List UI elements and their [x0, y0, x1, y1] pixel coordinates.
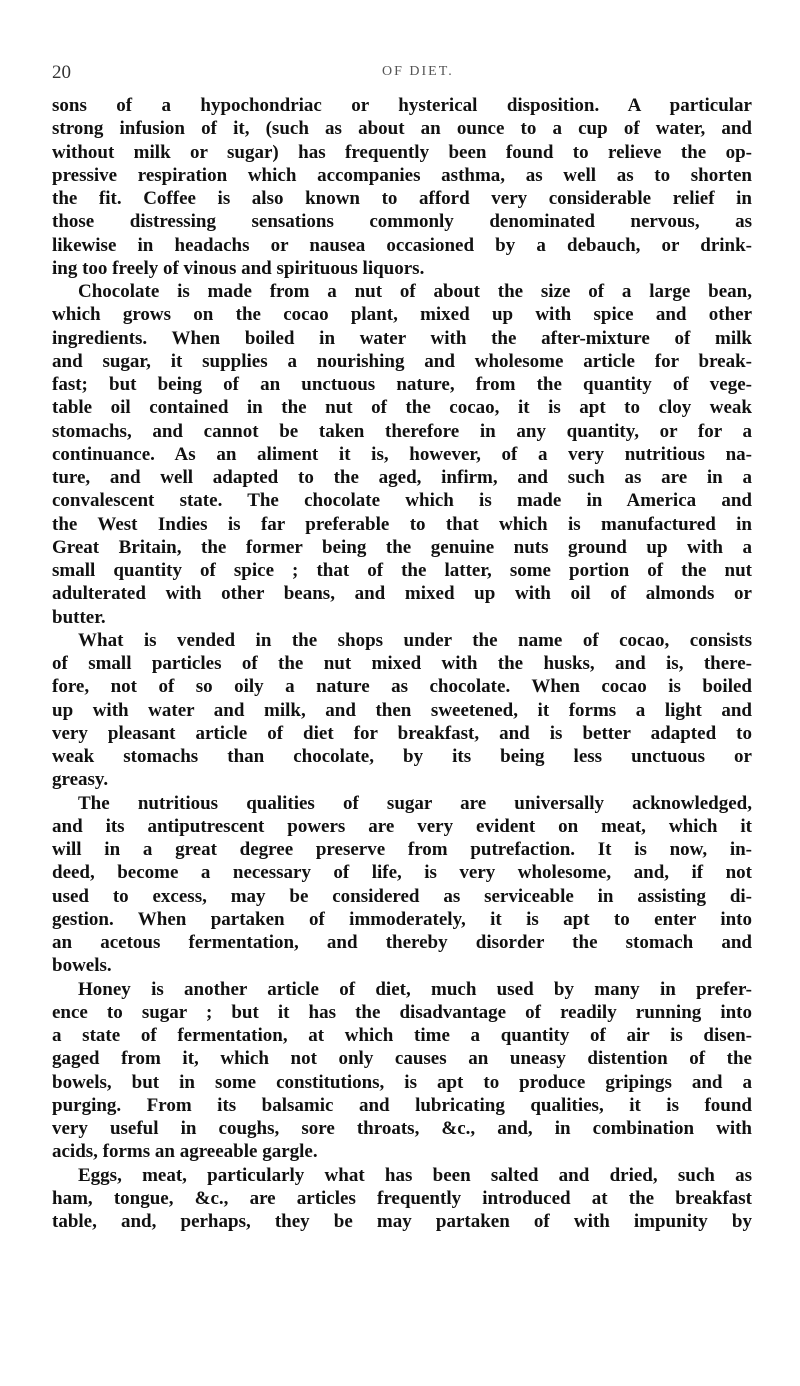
running-title: OF DIET.: [382, 64, 454, 79]
text-line: The nutritious qualities of sugar are universally acknowledged,: [78, 792, 752, 814]
text-line: ingredients. When boiled in water with the after-mixture of milk: [52, 327, 752, 349]
text-line: ham, tongue, &c., are articles frequently introduced at the breakfast: [52, 1187, 752, 1209]
text-line: Great Britain, the former being the genuine nuts ground up with a: [52, 536, 752, 558]
text-line: without milk or sugar) has frequently been found to relieve the op-: [52, 141, 752, 163]
text-line: Eggs, meat, particularly what has been salted and dried, such as: [78, 1164, 752, 1186]
text-line: likewise in headachs or nausea occasioned by a debauch, or drink-: [52, 234, 752, 256]
text-line: weak stomachs than chocolate, by its being less unctuous or: [52, 746, 752, 767]
text-line: ence to sugar ; but it has the disadvantage of readily running into: [52, 1001, 752, 1023]
running-head: [52, 62, 752, 86]
text-line: convalescent state. The chocolate which is made in America and: [52, 490, 752, 512]
text-line: gestion. When partaken of immoderately, it is apt to enter into: [52, 908, 752, 930]
text-line: gaged from it, which not only causes an uneasy distention of the: [52, 1048, 752, 1070]
text-line: strong infusion of it, (such as about an ounce to a cup of water, and: [52, 118, 752, 140]
text-line: adulterated with other beans, and mixed up with oil of almonds or: [52, 583, 752, 605]
text-line: will in a great degree preserve from putrefaction. It is now, in-: [52, 839, 752, 860]
text-line: table, and, perhaps, they be may partaken of with impunity by: [52, 1211, 752, 1232]
text-line: very pleasant article of diet for breakfast, and is better adapted to: [52, 722, 752, 744]
text-line: fast; but being of an unctuous nature, from the quantity of vege-: [52, 374, 752, 395]
text-line: table oil contained in the nut of the cocao, it is apt to cloy weak: [52, 397, 752, 419]
text-line: purging. From its balsamic and lubricating qualities, it is found: [52, 1094, 752, 1116]
text-line: fore, not of so oily a nature as chocolate. When cocao is boiled: [52, 676, 752, 698]
text-line: Chocolate is made from a nut of about the size of a large bean,: [78, 281, 752, 302]
text-line: an acetous fermentation, and thereby disorder the stomach and: [52, 932, 752, 953]
text-line: the fit. Coffee is also known to afford very considerable relief in: [52, 188, 752, 209]
text-line: pressive respiration which accompanies asthma, as well as to shorten: [52, 164, 752, 186]
text-line: used to excess, may be considered as serviceable in assisting di-: [52, 885, 752, 907]
text-line: What is vended in the shops under the name of cocao, consists: [78, 629, 752, 651]
text-line: continuance. As an aliment it is, however, of a very nutritious na-: [52, 443, 752, 465]
text-line: Honey is another article of diet, much used by many in prefer-: [78, 978, 752, 1000]
text-line: stomachs, and cannot be taken therefore in any quantity, or for a: [52, 420, 752, 442]
text-line: a state of fermentation, at which time a quantity of air is disen-: [52, 1025, 752, 1046]
text-line: of small particles of the nut mixed with the husks, and is, there-: [52, 653, 752, 674]
text-line: small quantity of spice ; that of the latter, some portion of the nut: [52, 560, 752, 581]
text-line: up with water and milk, and then sweetened, it forms a light and: [52, 699, 752, 721]
text-line: sons of a hypochondriac or hysterical disposition. A particular: [52, 95, 752, 116]
text-line: which grows on the cocao plant, mixed up with spice and other: [52, 304, 752, 326]
text-line: and sugar, it supplies a nourishing and wholesome article for break-: [52, 350, 752, 372]
text-line: greasy.: [52, 769, 109, 791]
text-line: butter.: [52, 606, 106, 628]
text-line: ture, and well adapted to the aged, infirm, and such as are in a: [52, 467, 752, 488]
text-line: deed, become a necessary of life, is very wholesome, and, if not: [52, 862, 752, 884]
text-line: bowels, but in some constitutions, is apt to produce gripings and a: [52, 1071, 752, 1093]
text-line: the West Indies is far preferable to that which is manufactured in: [52, 513, 752, 535]
page-number: 20: [52, 62, 71, 83]
text-line: very useful in coughs, sore throats, &c., and, in combination with: [52, 1118, 752, 1139]
text-line: acids, forms an agreeable gargle.: [52, 1141, 318, 1163]
text-line: and its antiputrescent powers are very evident on meat, which it: [52, 815, 752, 837]
text-line: ing too freely of vinous and spirituous liquors.: [52, 257, 425, 279]
body-text: [52, 94, 752, 1233]
text-line: those distressing sensations commonly denominated nervous, as: [52, 211, 752, 233]
text-line: bowels.: [52, 955, 112, 977]
